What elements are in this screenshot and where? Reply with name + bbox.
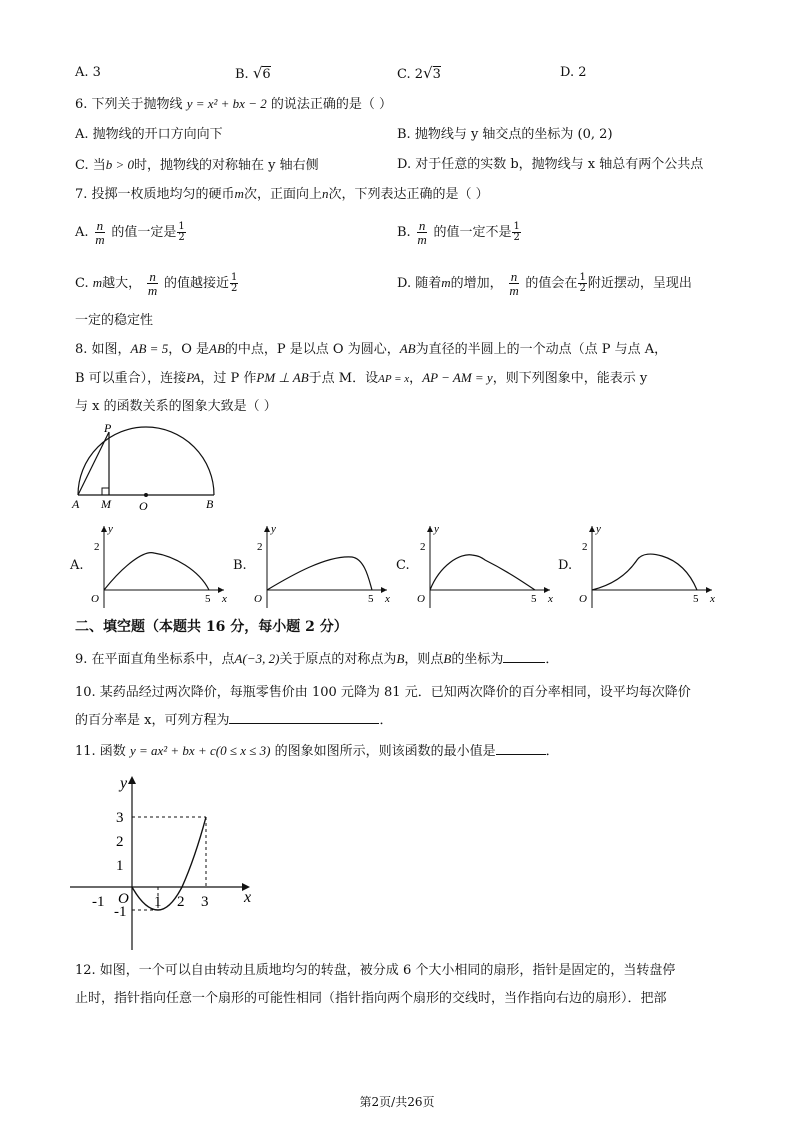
svg-text:O: O bbox=[91, 593, 99, 605]
svg-text:5: 5 bbox=[531, 593, 537, 605]
q5-option-c: C. 2√3 bbox=[397, 64, 441, 82]
svg-text:5: 5 bbox=[205, 593, 211, 605]
page-number: 第2页/共26页 bbox=[359, 1095, 435, 1109]
segment-pa bbox=[78, 432, 109, 495]
svg-text:O: O bbox=[254, 593, 262, 605]
graph-letter: D. bbox=[558, 558, 573, 573]
svg-text:2: 2 bbox=[177, 894, 185, 910]
svg-text:y: y bbox=[596, 523, 601, 535]
svg-text:O: O bbox=[118, 891, 129, 907]
graph-letter: C. bbox=[396, 558, 410, 573]
label-a: A bbox=[72, 497, 80, 511]
svg-text:2: 2 bbox=[116, 834, 124, 850]
q8-stem-line1: 8. 如图，AB = 5，O 是AB的中点，P 是以点 O 为圆心，AB为直径的半圆上的一个动点（点 P 与点 A， bbox=[75, 341, 668, 357]
right-angle-mark bbox=[102, 488, 109, 495]
svg-text:1: 1 bbox=[116, 858, 124, 874]
q8-graph-c bbox=[396, 520, 556, 610]
q9-stem: 9. 在平面直角坐标系中，点A(−3, 2)关于原点的对称点为B，则点B的坐标为 ． bbox=[75, 651, 559, 667]
q5-option-d: D. 2 bbox=[560, 65, 587, 80]
q11-stem: 11. 函数 y = ax² + bx + c(0 ≤ x ≤ 3) 的图象如图所示，则该函数的最小值是 ． bbox=[75, 743, 559, 759]
q8-stem-line3: 与 x 的函数关系的图象大致是（ ） bbox=[75, 399, 277, 414]
q8-stem-line2: B 可以重合），连接PA，过 P 作PM ⊥ AB于点 M．设AP = x，AP − AM = y，则下列图象中，能表示 y bbox=[75, 370, 648, 386]
q7-option-b: B. $\frac{n}{m}$ 的值一定不是 $\frac{1}{2}$ bbox=[397, 218, 520, 247]
q8-graph-d bbox=[558, 520, 718, 610]
svg-text:-1: -1 bbox=[114, 904, 127, 920]
q6-option-b: B. 抛物线与 y 轴交点的坐标为 (0, 2) bbox=[397, 127, 613, 142]
svg-text:5: 5 bbox=[368, 593, 374, 605]
q7-option-d: D. 随着m的增加， $\frac{n}{m}$ 的值会在 $\frac{1}{2}$ 附近摆动，呈现出 bbox=[397, 269, 692, 298]
q11-function-graph bbox=[70, 768, 265, 953]
svg-text:2: 2 bbox=[582, 541, 588, 553]
semicircle-arc bbox=[78, 427, 214, 495]
label-m: M bbox=[101, 497, 111, 511]
q7-option-c: C. m越大， $\frac{n}{m}$ 的值越接近 $\frac{1}{2}$ bbox=[75, 269, 238, 298]
center-o-point bbox=[144, 493, 148, 497]
svg-text:2: 2 bbox=[420, 541, 426, 553]
svg-text:5: 5 bbox=[693, 593, 699, 605]
q6-option-d: D. 对于任意的实数 b，抛物线与 x 轴总有两个公共点 bbox=[397, 157, 704, 172]
q12-line1: 12. 如图，一个可以自由转动且质地均匀的转盘，被分成 6 个大小相同的扇形，指针是固定的，当转盘停 bbox=[75, 963, 676, 978]
q10-line1: 10. 某药品经过两次降价，每瓶零售价由 100 元降为 81 元．已知两次降价的百分率相同，设平均每次降价 bbox=[75, 685, 691, 700]
svg-text:y: y bbox=[120, 775, 128, 792]
answer-blank[interactable] bbox=[229, 711, 379, 724]
svg-text:x: x bbox=[222, 593, 227, 605]
svg-text:O: O bbox=[579, 593, 587, 605]
svg-text:x: x bbox=[710, 593, 715, 605]
svg-text:3: 3 bbox=[116, 810, 124, 826]
q7-option-d-cont: 一定的稳定性 bbox=[75, 313, 154, 328]
svg-text:x: x bbox=[385, 593, 390, 605]
q8-graph-b bbox=[233, 520, 393, 610]
graph-letter: B. bbox=[233, 558, 247, 573]
svg-text:2: 2 bbox=[94, 541, 100, 553]
section-heading: 二、填空题（本题共 16 分，每小题 2 分） bbox=[75, 619, 348, 635]
q7-stem: 7. 投掷一枚质地均匀的硬币m次，正面向上n次，下列表达正确的是（ ） bbox=[75, 186, 489, 202]
parabola-curve bbox=[132, 817, 206, 910]
svg-text:O: O bbox=[417, 593, 425, 605]
svg-text:y: y bbox=[434, 523, 439, 535]
q5-option-b: B. √6 bbox=[235, 64, 271, 82]
q5-option-a: A. 3 bbox=[75, 65, 101, 80]
svg-text:x: x bbox=[244, 889, 252, 906]
q6-option-c: C. 当b > 0时，抛物线的对称轴在 y 轴右侧 bbox=[75, 157, 319, 173]
q10-line2: 的百分率是 x，可列方程为 ． bbox=[75, 713, 393, 728]
svg-text:2: 2 bbox=[257, 541, 263, 553]
label-b: B bbox=[206, 497, 214, 511]
graph-letter: A. bbox=[70, 558, 84, 573]
q8-semicircle-figure bbox=[68, 420, 228, 515]
svg-text:1: 1 bbox=[154, 894, 162, 910]
svg-text:y: y bbox=[271, 523, 276, 535]
svg-text:x: x bbox=[548, 593, 553, 605]
svg-text:-1: -1 bbox=[92, 894, 105, 910]
q8-graph-a bbox=[70, 520, 230, 610]
label-p: P bbox=[104, 421, 112, 435]
answer-blank[interactable] bbox=[496, 742, 546, 755]
svg-text:y: y bbox=[108, 523, 113, 535]
q6-option-a: A. 抛物线的开口方向向下 bbox=[75, 127, 223, 142]
label-o: O bbox=[139, 499, 148, 513]
svg-text:3: 3 bbox=[201, 894, 209, 910]
q12-line2: 止时，指针指向任意一个扇形的可能性相同（指针指向两个扇形的交线时，当作指向右边的扇形）．把部 bbox=[75, 991, 667, 1006]
q7-option-a: A. $\frac{n}{m}$ 的值一定是 $\frac{1}{2}$ bbox=[75, 218, 185, 247]
answer-blank[interactable] bbox=[503, 650, 545, 663]
q6-stem: 6. 下列关于抛物线 y = x² + bx − 2 的说法正确的是（ ） bbox=[75, 96, 392, 112]
